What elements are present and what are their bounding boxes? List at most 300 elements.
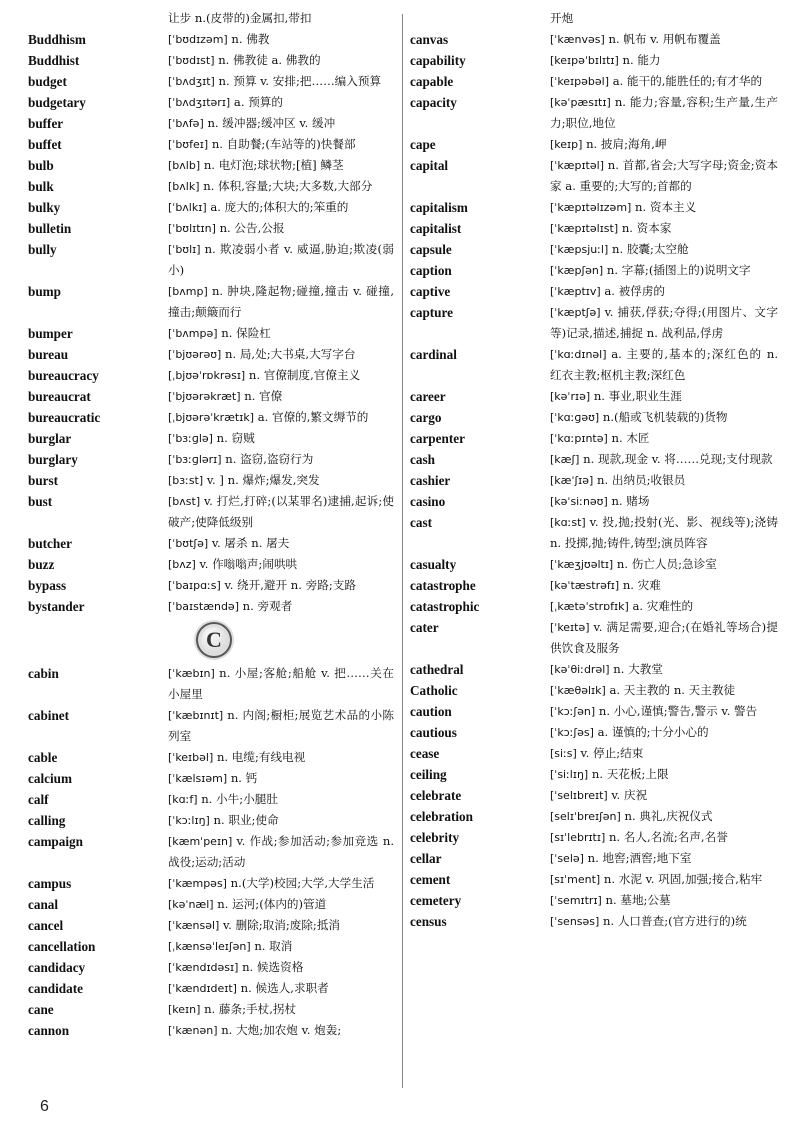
pronunciation: [bʌz] (168, 558, 196, 571)
definition-text: n. 佛教 (231, 32, 270, 46)
pronunciation: [ˈsiːlɪŋ] (550, 768, 589, 781)
entry-definition (550, 302, 778, 344)
pronunciation: [ˈkæpsjuːl] (550, 243, 609, 256)
entries-b-section (28, 29, 394, 617)
entry-definition (168, 323, 394, 344)
definition-text: n. 盗窃,盗窃行为 (225, 452, 314, 466)
definition-text: n. 窃贼 (216, 431, 255, 445)
dictionary-entry (410, 197, 778, 218)
pronunciation: [ˈkɑːpɪntə] (550, 432, 608, 445)
entries-right-section (410, 29, 778, 932)
entry-definition (550, 92, 778, 134)
entry-definition (550, 554, 778, 575)
pronunciation: [sɪˈlebrɪtɪ] (550, 831, 606, 844)
definition-text: n. 保险杠 (221, 326, 271, 340)
dictionary-entry (28, 831, 394, 873)
headword: bust (28, 494, 53, 509)
pronunciation: [bɜːst] (168, 474, 204, 487)
definition-text: n. 地窖;酒窖;地下室 (587, 851, 692, 865)
headword: calf (28, 792, 49, 807)
pronunciation: [ˈkæmpəs] (168, 877, 227, 890)
pronunciation: [ˈkɑːɡəʊ] (550, 411, 600, 424)
entry-definition (550, 617, 778, 659)
dictionary-entry (410, 239, 778, 260)
entry-definition (168, 428, 394, 449)
headword: casino (410, 494, 446, 509)
definition-text: n. 欺凌弱小者 v. 威逼,胁迫;欺凌(弱小) (168, 242, 394, 277)
right-column (410, 8, 778, 1086)
pronunciation: [ˈkænsəl] (168, 919, 220, 932)
headword: cardinal (410, 347, 457, 362)
headword: cancellation (28, 939, 96, 954)
headword: buzz (28, 557, 55, 572)
headword: catastrophe (410, 578, 476, 593)
dictionary-entry (28, 239, 394, 281)
pronunciation: [sɪˈment] (550, 873, 601, 886)
dictionary-entry (28, 50, 394, 71)
pronunciation: [ˈkɔːʃəs] (550, 726, 594, 739)
entry-definition (168, 92, 394, 113)
entry-definition (168, 155, 394, 176)
pronunciation: [keɪn] (168, 1003, 201, 1016)
section-letter-badge: C (196, 622, 232, 658)
entry-definition (168, 768, 394, 789)
headword: buffer (28, 116, 64, 131)
dictionary-entry (410, 869, 778, 890)
definition-text: a. 官僚的,繁文缛节的 (257, 410, 369, 424)
definition-text: n. 名人,名流;名声,名誉 (608, 830, 728, 844)
headword: butcher (28, 536, 72, 551)
headword: Buddhism (28, 32, 86, 47)
dictionary-entry (28, 554, 394, 575)
definition-text: n. 旁观者 (242, 599, 293, 613)
dictionary-entry (28, 29, 394, 50)
definition-text: n. 能力 (622, 53, 661, 67)
headword: Buddhist (28, 53, 80, 68)
column-divider (402, 14, 403, 1088)
definition-text: v. 作战;参加活动;参加竞选 n. 战役;运动;活动 (168, 834, 394, 869)
entry-definition (168, 29, 394, 50)
definition-text: a. 谨慎的;十分小心的 (597, 725, 709, 739)
headword: bypass (28, 578, 67, 593)
headword: cable (28, 750, 58, 765)
entry-definition (550, 764, 778, 785)
entry-definition (550, 848, 778, 869)
dictionary-entry (410, 29, 778, 50)
dictionary-entry (410, 701, 778, 722)
pronunciation: [ˈbʊdɪzəm] (168, 33, 228, 46)
headword: bureaucracy (28, 368, 99, 383)
pronunciation: [ˈselə] (550, 852, 584, 865)
headword: capture (410, 305, 453, 320)
dictionary-entry (28, 663, 394, 705)
entry-definition (550, 722, 778, 743)
pronunciation: [ˈkæpɪtəlɪst] (550, 222, 619, 235)
continuation-line (28, 8, 394, 29)
definition-text: n. 取消 (254, 939, 293, 953)
entry-definition (550, 470, 778, 491)
headword: catastrophic (410, 599, 480, 614)
definition-text: n. 预算 v. 安排;把……编入预算 (218, 74, 382, 88)
definition-text: a. 被俘虏的 (604, 284, 666, 298)
definition-text: n. 灾难 (622, 578, 661, 592)
pronunciation: [ˈkeɪpəbəl] (550, 75, 609, 88)
headword: captive (410, 284, 451, 299)
entry-definition (550, 701, 778, 722)
headword: candidacy (28, 960, 86, 975)
pronunciation: [ˈbjʊərəkræt] (168, 390, 241, 403)
headword: bulky (28, 200, 61, 215)
entry-definition (550, 449, 778, 470)
definition-text: n. 木匠 (611, 431, 650, 445)
left-column (28, 8, 394, 1086)
pronunciation: [ˈbʌfə] (168, 117, 204, 130)
entry-definition (550, 911, 778, 932)
headword: calling (28, 813, 66, 828)
dictionary-entry (28, 747, 394, 768)
pronunciation: [ˈkæpʃən] (550, 264, 604, 277)
dictionary-entry (410, 659, 778, 680)
entry-definition (168, 218, 394, 239)
pronunciation: [ˌkætəˈstrɒfɪk] (550, 600, 629, 613)
headword: capitalist (410, 221, 462, 236)
headword: capacity (410, 95, 457, 110)
dictionary-entry (28, 999, 394, 1020)
pronunciation: [ˈkeɪbəl] (168, 751, 214, 764)
headword: campus (28, 876, 72, 891)
headword: career (410, 389, 446, 404)
entry-definition (168, 810, 394, 831)
definition-text: a. 预算的 (233, 95, 283, 109)
dictionary-entry (410, 617, 778, 659)
entry-definition (168, 344, 394, 365)
pronunciation: [ˈbjʊərəʊ] (168, 348, 222, 361)
definition-text: n. 资本主义 (635, 200, 697, 214)
pronunciation: [ˈbɜːɡlə] (168, 432, 213, 445)
pronunciation: [ˈbʌlkɪ] (168, 201, 207, 214)
dictionary-entry (28, 92, 394, 113)
entry-definition (550, 428, 778, 449)
dictionary-entry (410, 575, 778, 596)
headword: cash (410, 452, 435, 467)
dictionary-entry (28, 71, 394, 92)
entry-definition (168, 663, 394, 705)
dictionary-entry (28, 113, 394, 134)
pronunciation: [ˈbɜːɡlərɪ] (168, 453, 222, 466)
pronunciation: [ˈbaɪstændə] (168, 600, 239, 613)
headword: budgetary (28, 95, 86, 110)
pronunciation: [ˈkændɪdəsɪ] (168, 961, 239, 974)
pronunciation: [ˈkeɪtə] (550, 621, 590, 634)
headword: bureaucratic (28, 410, 101, 425)
pronunciation: [kəˈrɪə] (550, 390, 591, 403)
headword: cashier (410, 473, 451, 488)
definition-text: n.(船或飞机装载的)货物 (602, 410, 728, 424)
pronunciation: [kæˈʃɪə] (550, 474, 594, 487)
pronunciation: [siːs] (550, 747, 577, 760)
page-number: 6 (40, 1098, 49, 1115)
dictionary-entry (410, 302, 778, 344)
pronunciation: [bʌlb] (168, 159, 201, 172)
dictionary-entry (410, 428, 778, 449)
headword: bulb (28, 158, 54, 173)
pronunciation: [keɪp] (550, 138, 583, 151)
dictionary-entry (410, 491, 778, 512)
entry-definition (550, 869, 778, 890)
headword: bumper (28, 326, 73, 341)
headword: cancel (28, 918, 64, 933)
definition-text: n. 帆布 v. 用帆布覆盖 (608, 32, 721, 46)
definition-text: n. 典礼,庆祝仪式 (624, 809, 713, 823)
pronunciation: [ˈbʊfeɪ] (168, 138, 209, 151)
pronunciation: [ˈkæpɪtəl] (550, 159, 604, 172)
definition-text: n. 小屋;客舱;船舱 v. 把……关在小屋里 (168, 666, 394, 701)
pronunciation: [ˈkændɪdeɪt] (168, 982, 237, 995)
dictionary-entry (28, 575, 394, 596)
dictionary-entry (28, 470, 394, 491)
headword: capitalism (410, 200, 468, 215)
entry-definition (168, 449, 394, 470)
headword: carpenter (410, 431, 465, 446)
pronunciation: [ˈkæʒjʊəltɪ] (550, 558, 614, 571)
pronunciation: [ˈbʊtʃə] (168, 537, 209, 550)
pronunciation: [ˈkæptʃə] (550, 306, 601, 319)
dictionary-entry (28, 789, 394, 810)
definition-text: n. 资本家 (621, 221, 672, 235)
definition-text: v. 捕获,俘获;夺得;(用图片、文字等)记录,描述,捕捉 n. 战利品,俘虏 (550, 305, 778, 340)
dictionary-entry (28, 936, 394, 957)
definition-text: n. 字幕;(插图上的)说明文字 (606, 263, 751, 277)
dictionary-entry (28, 768, 394, 789)
headword: bureau (28, 347, 69, 362)
pronunciation: [bʌmp] (168, 285, 208, 298)
entry-definition (168, 554, 394, 575)
dictionary-entry (28, 155, 394, 176)
headword: cautious (410, 725, 457, 740)
definition-text: v. 屠杀 n. 屠夫 (211, 536, 290, 550)
entry-definition (550, 50, 778, 71)
definition-text: v. 满足需要,迎合;(在婚礼等场合)提供饮食及服务 (550, 620, 778, 655)
definition-text: n. 小牛;小腿肚 (201, 792, 278, 806)
dictionary-entry (410, 722, 778, 743)
pronunciation: [ˈkɔːlɪŋ] (168, 814, 210, 827)
definition-text: n. 现款,现金 v. 将……兑现;支付现款 (583, 452, 773, 466)
definition-text: n. 赌场 (611, 494, 650, 508)
dictionary-entry (28, 197, 394, 218)
definition-text: a. 天主教的 n. 天主教徒 (609, 683, 736, 697)
dictionary-entry (28, 810, 394, 831)
headword: cane (28, 1002, 54, 1017)
headword: buffet (28, 137, 62, 152)
dictionary-entry (410, 848, 778, 869)
definition-text: n. 候选资格 (242, 960, 304, 974)
headword: candidate (28, 981, 83, 996)
entry-definition (550, 659, 778, 680)
pronunciation: [kəˈnæl] (168, 898, 214, 911)
definition-text: v. 投,抛;投射(光、影、视线等);浇铸 n. 投掷,抛;铸件,铸型;演员阵容 (550, 515, 778, 550)
dictionary-entry (28, 323, 394, 344)
pronunciation: [ˈbʊlɪtɪn] (168, 222, 216, 235)
headword: cabin (28, 666, 59, 681)
entry-definition (168, 705, 394, 747)
definition-text: n. 缓冲器;缓冲区 v. 缓冲 (207, 116, 336, 130)
entry-definition (168, 197, 394, 218)
pronunciation: [ˈkæbɪn] (168, 667, 215, 680)
definition-text: v. 作嗡嗡声;闹哄哄 (199, 557, 298, 571)
definition-text: a. 能干的,能胜任的;有才华的 (612, 74, 763, 88)
entry-definition (550, 890, 778, 911)
pronunciation: [kɑːst] (550, 516, 586, 529)
pronunciation: [keɪpəˈbɪlɪtɪ] (550, 54, 619, 67)
headword: bulletin (28, 221, 72, 236)
definition-text: n. 人口普查;(官方进行的)统 (603, 914, 747, 928)
entry-definition (168, 365, 394, 386)
pronunciation: [ˈkæbɪnɪt] (168, 709, 224, 722)
entry-definition (168, 113, 394, 134)
pronunciation: [kæmˈpeɪn] (168, 835, 233, 848)
definition-text: n. 职业;使命 (213, 813, 279, 827)
dictionary-entry (28, 407, 394, 428)
headword: cease (410, 746, 440, 761)
pronunciation: [bʌlk] (168, 180, 200, 193)
headword: bulk (28, 179, 54, 194)
dictionary-entry (28, 176, 394, 197)
dictionary-entry (28, 365, 394, 386)
pronunciation: [ˌbjʊərəˈkrætɪk] (168, 411, 254, 424)
dictionary-entry (410, 281, 778, 302)
dictionary-entry (410, 911, 778, 932)
entry-definition (168, 239, 394, 281)
entry-definition (550, 386, 778, 407)
dictionary-entry (28, 978, 394, 999)
headword: cemetery (410, 893, 462, 908)
headword: burst (28, 473, 59, 488)
dictionary-entry (410, 92, 778, 134)
dictionary-entry (28, 218, 394, 239)
dictionary-entry (410, 449, 778, 470)
pronunciation: [ˈbaɪpɑːs] (168, 579, 221, 592)
entry-definition (168, 894, 394, 915)
entry-definition (168, 747, 394, 768)
pronunciation: [ˈkɔːʃən] (550, 705, 596, 718)
headword: canvas (410, 32, 449, 47)
dictionary-entry (410, 71, 778, 92)
definition-text: n. 局,处;大书桌,大写字台 (224, 347, 356, 361)
entry-definition (550, 155, 778, 197)
pronunciation: [kəˈsiːnəʊ] (550, 495, 608, 508)
definition-text: n. 伤亡人员;急诊室 (616, 557, 717, 571)
dictionary-entry (410, 470, 778, 491)
pronunciation: [ˈbʌmpə] (168, 327, 218, 340)
dictionary-entry (410, 512, 778, 554)
headword: budget (28, 74, 67, 89)
headword: bystander (28, 599, 85, 614)
headword: cast (410, 515, 432, 530)
entry-definition (168, 831, 394, 873)
entry-definition (168, 999, 394, 1020)
headword: cement (410, 872, 451, 887)
definition-text: n. 首都,省会;大写字母;资金;资本家 a. 重要的;大写的;首都的 (550, 158, 778, 193)
section-marker (28, 617, 394, 663)
entry-definition (550, 680, 778, 701)
definition-text: n. 自助餐;(车站等的)快餐部 (211, 137, 356, 151)
definition-text: n. 电灯泡;球状物;[植] 鳞茎 (203, 158, 344, 172)
pronunciation: [kəˈθiːdrəl] (550, 663, 610, 676)
dictionary-entry (410, 596, 778, 617)
pronunciation: [ˈkæptɪv] (550, 285, 601, 298)
entry-definition (168, 71, 394, 92)
dictionary-entry (410, 743, 778, 764)
headword: capital (410, 158, 449, 173)
definition-text: n. 官僚 (244, 389, 283, 403)
headword: cape (410, 137, 436, 152)
dictionary-entry (28, 957, 394, 978)
pronunciation: [kɑːf] (168, 793, 198, 806)
definition-text: v. 停止;结束 (580, 746, 644, 760)
dictionary-entry (410, 827, 778, 848)
definition-text: v. ] n. 爆炸;爆发,突发 (206, 473, 320, 487)
entry-definition (550, 29, 778, 50)
definition-text: n. 水泥 v. 巩固,加强;接合,粘牢 (603, 872, 763, 886)
pronunciation: [ˈbʌdʒɪtərɪ] (168, 96, 231, 109)
definition-text: n. 体积,容量;大块;大多数,大部分 (203, 179, 373, 193)
dictionary-entry (28, 533, 394, 554)
dictionary-entry (28, 449, 394, 470)
definition-text: a. 主要的,基本的;深红色的 n. 红衣主教;枢机主教;深红色 (550, 347, 778, 382)
entry-definition (168, 491, 394, 533)
pronunciation: [ˌkænsəˈleɪʃən] (168, 940, 251, 953)
headword: calcium (28, 771, 72, 786)
headword: bully (28, 242, 57, 257)
dictionary-entry (410, 50, 778, 71)
entry-definition (550, 281, 778, 302)
definition-text: n. 墓地;公墓 (605, 893, 671, 907)
entry-definition (168, 1020, 394, 1041)
pronunciation: [ˈsemɪtrɪ] (550, 894, 602, 907)
entries-c-section (28, 663, 394, 1041)
entry-definition (550, 407, 778, 428)
headword: cellar (410, 851, 442, 866)
definition-text: n. 事业,职业生涯 (593, 389, 682, 403)
definition-text: n. 肿块,隆起物;碰撞,撞击 v. 碰撞,撞击;颠簸而行 (168, 284, 394, 319)
entry-definition (550, 575, 778, 596)
pronunciation: [kəˈtæstrəfɪ] (550, 579, 620, 592)
pronunciation: [ˈkæθəlɪk] (550, 684, 606, 697)
entry-definition (168, 957, 394, 978)
entry-definition (550, 491, 778, 512)
entry-definition (168, 134, 394, 155)
definition-text: n.(大学)校园;大学,大学生活 (230, 876, 375, 890)
definition-text: n. 天花板;上限 (591, 767, 669, 781)
headword: capable (410, 74, 454, 89)
continuation-line (410, 8, 778, 29)
headword: cater (410, 620, 439, 635)
pronunciation: [ˈbʊdɪst] (168, 54, 215, 67)
definition-text: n. 披肩;海角,岬 (586, 137, 667, 151)
pronunciation: [ˈbʊlɪ] (168, 243, 201, 256)
headword: bump (28, 284, 61, 299)
continuation-text: 让步 n.(皮带的)金属扣,带扣 (168, 11, 312, 25)
definition-text: v. 打烂,打碎;(以某罪名)逮捕,起诉;使破产;使降低级别 (168, 494, 394, 529)
entry-definition (550, 344, 778, 386)
pronunciation: [ˌbjʊəˈrɒkrəsɪ] (168, 369, 246, 382)
definition-text: n. 出纳员;收银员 (597, 473, 686, 487)
definition-text: n. 公告,公报 (219, 221, 285, 235)
definition-text: n. 小心,谨慎;警告,警示 v. 警告 (598, 704, 758, 718)
headword: celebrate (410, 788, 462, 803)
dictionary-entry (410, 260, 778, 281)
entry-definition (550, 71, 778, 92)
